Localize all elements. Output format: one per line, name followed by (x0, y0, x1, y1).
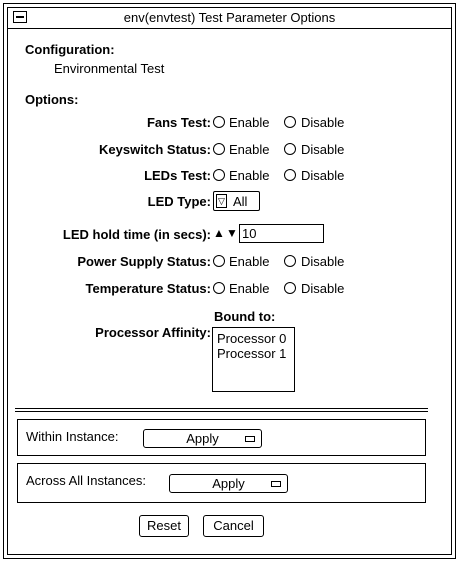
title-bar[interactable] (8, 8, 451, 29)
temperature-enable-radio[interactable] (213, 282, 225, 294)
keyswitch-disable-radio[interactable] (284, 143, 296, 155)
increment-arrow-icon[interactable]: ▲ (213, 226, 225, 240)
processor-list[interactable] (212, 327, 295, 392)
power-disable-label: Disable (301, 254, 345, 269)
menu-glyph-icon (271, 481, 281, 487)
fans-disable-radio[interactable] (284, 116, 296, 128)
within-instance-value: Apply (186, 431, 219, 446)
led-hold-time-value: 10 (242, 226, 257, 241)
fans-disable-label: Disable (301, 115, 345, 130)
power-enable-label: Enable (229, 254, 270, 269)
options-heading: Options: (25, 92, 79, 107)
reset-button[interactable]: Reset (139, 515, 189, 537)
keyswitch-status-label: Keyswitch Status: (99, 142, 211, 157)
temperature-disable-label: Disable (301, 281, 345, 296)
across-instances-label: Across All Instances: (26, 473, 146, 488)
within-instance-group (17, 419, 426, 456)
leds-test-label: LEDs Test: (144, 168, 211, 183)
fans-enable-label: Enable (229, 115, 270, 130)
processor-affinity-label: Processor Affinity: (95, 325, 211, 340)
list-item[interactable]: Processor 1 (217, 346, 287, 361)
separator-line (15, 411, 428, 412)
window-menu-icon[interactable] (13, 11, 27, 23)
separator-line (15, 408, 428, 409)
temperature-disable-radio[interactable] (284, 282, 296, 294)
fans-enable-radio[interactable] (213, 116, 225, 128)
configuration-value: Environmental Test (54, 61, 165, 76)
leds-enable-label: Enable (229, 168, 270, 183)
across-instances-group (17, 463, 426, 503)
list-item[interactable]: Processor 0 (217, 331, 287, 346)
power-supply-status-label: Power Supply Status: (77, 254, 211, 269)
keyswitch-enable-radio[interactable] (213, 143, 225, 155)
led-type-label: LED Type: (147, 194, 211, 209)
within-instance-menu-button[interactable] (143, 429, 262, 448)
configuration-heading: Configuration: (25, 42, 115, 57)
power-disable-radio[interactable] (284, 255, 296, 267)
leds-disable-radio[interactable] (284, 169, 296, 181)
keyswitch-disable-label: Disable (301, 142, 345, 157)
cancel-button[interactable]: Cancel (203, 515, 264, 537)
led-type-value: All (233, 194, 248, 209)
bound-to-label: Bound to: (214, 309, 276, 324)
window-title: env(envtest) Test Parameter Options (123, 10, 336, 25)
keyswitch-enable-label: Enable (229, 142, 270, 157)
leds-enable-radio[interactable] (213, 169, 225, 181)
decrement-arrow-icon[interactable]: ▼ (226, 226, 238, 240)
led-hold-time-input[interactable] (239, 224, 324, 243)
power-enable-radio[interactable] (213, 255, 225, 267)
temperature-status-label: Temperature Status: (85, 281, 211, 296)
leds-disable-label: Disable (301, 168, 345, 183)
menu-arrow-icon: ▽ (216, 194, 227, 208)
led-type-menu-button[interactable] (213, 191, 260, 211)
led-hold-time-label: LED hold time (in secs): (62, 227, 211, 242)
across-instances-value: Apply (212, 476, 245, 491)
menu-glyph-icon (245, 436, 255, 442)
within-instance-label: Within Instance: (26, 429, 119, 444)
temperature-enable-label: Enable (229, 281, 270, 296)
across-instances-menu-button[interactable] (169, 474, 288, 493)
fans-test-label: Fans Test: (146, 115, 211, 130)
